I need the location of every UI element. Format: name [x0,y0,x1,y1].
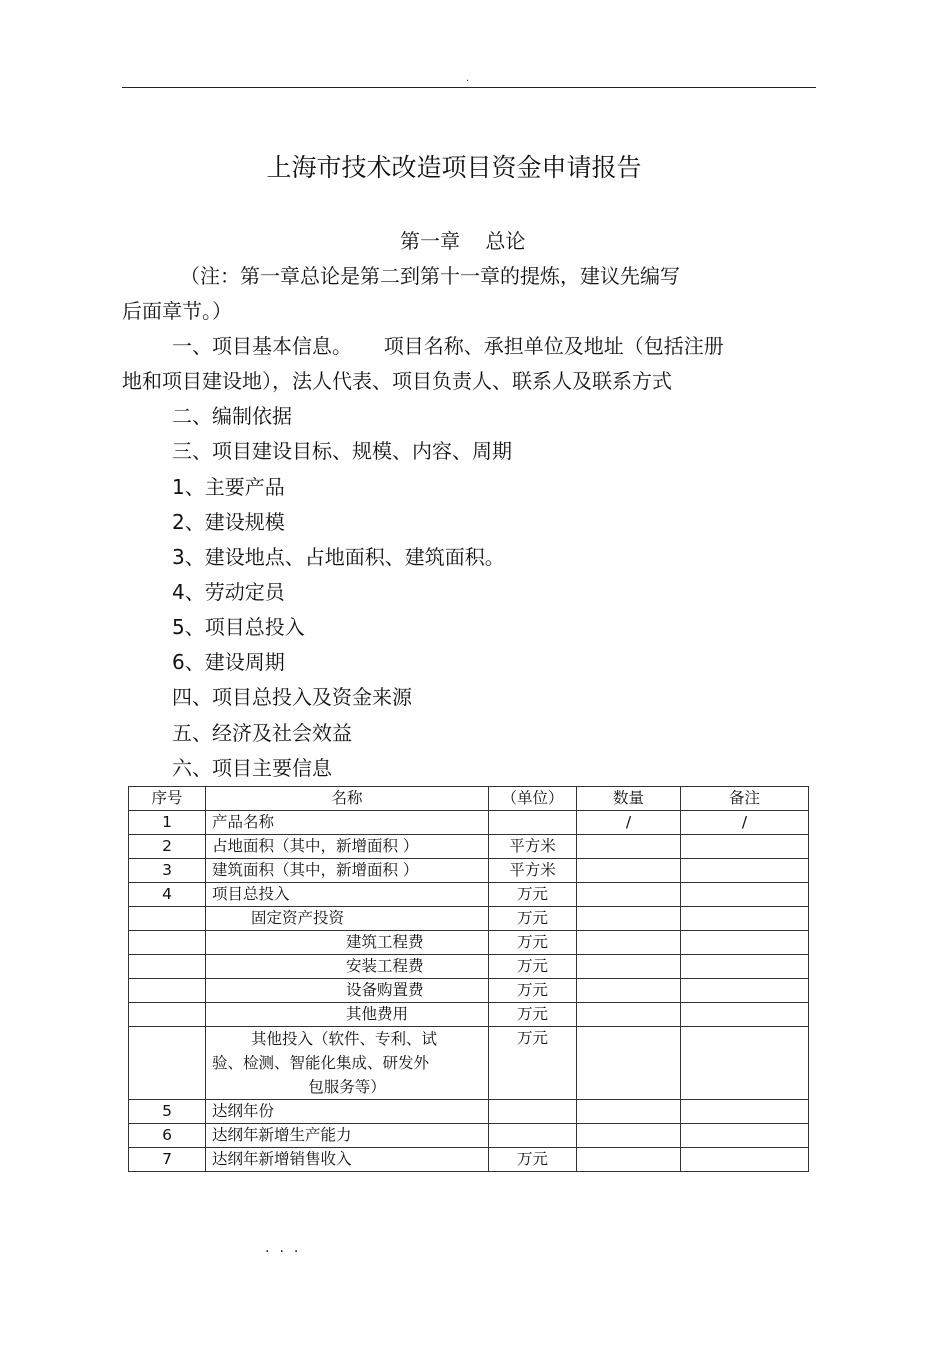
table-row [129,1100,809,1124]
header-rule [122,87,816,88]
list-item: 6、建设周期 [172,650,285,674]
table-row [129,955,809,979]
section-1-line-1: 一、项目基本信息。 项目名称、承担单位及地址（包括注册 [172,334,724,358]
table-row [129,859,809,883]
row-number: 6 [129,1124,206,1148]
row-name-line: 验、检测、智能化集成、研发外 [212,1054,430,1072]
section-3: 三、项目建设目标、规模、内容、周期 [172,439,512,463]
section-6: 六、项目主要信息 [172,756,332,780]
row-number [129,1027,206,1100]
row-name-multiline [206,1027,489,1100]
chapter-heading: 第一章 总论 [400,229,526,253]
header-cell: 备注 [681,787,809,811]
row-remark [681,859,809,883]
row-remark [681,1100,809,1124]
row-unit: 万元 [489,1148,577,1172]
row-quantity [577,1100,681,1124]
table-row [129,907,809,931]
list-item: 2、建设规模 [172,510,285,534]
header-dot: . [466,73,470,84]
document-title: 上海市技术改造项目资金申请报告 [266,153,642,182]
row-quantity [577,1124,681,1148]
table-row [129,1148,809,1172]
row-quantity [577,1003,681,1027]
note-line-1: （注：第一章总论是第二到第十一章的提炼，建议先编写 [180,264,680,288]
section-5: 五、经济及社会效益 [172,721,352,745]
list-item: 4、劳动定员 [172,580,285,604]
row-unit [489,1124,577,1148]
row-remark: / [681,811,809,835]
row-name: 建筑面积（其中，新增面积 ） [206,859,489,883]
row-unit: 平方米 [489,859,577,883]
section-2: 二、编制依据 [172,404,292,428]
table-header-row [129,787,809,811]
row-unit: 万元 [489,955,577,979]
row-name: 占地面积（其中，新增面积 ） [206,835,489,859]
row-number: 7 [129,1148,206,1172]
row-quantity: / [577,811,681,835]
row-remark [681,907,809,931]
row-name-line: 包服务等） [308,1078,386,1096]
row-name: 固定资产投资 [206,907,489,931]
row-unit [489,1100,577,1124]
row-name: 达纲年份 [206,1100,489,1124]
row-unit [489,811,577,835]
table-row [129,1124,809,1148]
row-number: 3 [129,859,206,883]
table-row [129,883,809,907]
header-cell: 序号 [129,787,206,811]
row-unit: 万元 [489,931,577,955]
row-name: 设备购置费 [206,979,489,1003]
row-quantity [577,835,681,859]
footer-dots: ... [265,1240,309,1256]
row-name: 建筑工程费 [206,931,489,955]
row-name: 产品名称 [206,811,489,835]
row-remark [681,1148,809,1172]
row-quantity [577,931,681,955]
list-item: 3、建设地点、占地面积、建筑面积。 [172,545,505,569]
row-unit: 万元 [489,1003,577,1027]
row-name: 项目总投入 [206,883,489,907]
header-cell: （单位） [489,787,577,811]
row-unit: 平方米 [489,835,577,859]
row-remark [681,883,809,907]
row-name: 安装工程费 [206,955,489,979]
row-number [129,955,206,979]
header-cell: 名称 [206,787,489,811]
table-row [129,835,809,859]
row-remark [681,931,809,955]
row-remark [681,979,809,1003]
row-remark [681,955,809,979]
row-remark [681,1124,809,1148]
row-quantity [577,907,681,931]
row-number [129,979,206,1003]
row-name-line: 其他投入（软件、专利、试 [251,1030,438,1048]
row-quantity [577,1027,681,1100]
row-number [129,907,206,931]
row-remark [681,1003,809,1027]
project-info-table [128,786,809,1172]
table-row [129,1027,809,1100]
row-unit: 万元 [489,1027,577,1100]
row-number [129,1003,206,1027]
table-row [129,979,809,1003]
list-item: 5、项目总投入 [172,615,305,639]
row-unit: 万元 [489,907,577,931]
row-name: 其他费用 [206,1003,489,1027]
list-item: 1、主要产品 [172,475,285,499]
row-quantity [577,955,681,979]
row-number [129,931,206,955]
section-4: 四、项目总投入及资金来源 [172,685,412,709]
row-number: 2 [129,835,206,859]
row-quantity [577,979,681,1003]
row-number: 4 [129,883,206,907]
header-cell: 数量 [577,787,681,811]
row-remark [681,1027,809,1100]
row-number: 5 [129,1100,206,1124]
table-row [129,931,809,955]
table-row [129,1003,809,1027]
row-quantity [577,883,681,907]
row-quantity [577,1148,681,1172]
row-unit: 万元 [489,979,577,1003]
table-row [129,811,809,835]
section-1-line-2: 地和项目建设地），法人代表、项目负责人、联系人及联系方式 [122,369,672,393]
row-name: 达纲年新增销售收入 [206,1148,489,1172]
row-name: 达纲年新增生产能力 [206,1124,489,1148]
row-remark [681,835,809,859]
row-unit: 万元 [489,883,577,907]
row-number: 1 [129,811,206,835]
note-line-2: 后面章节。） [122,299,232,323]
row-quantity [577,859,681,883]
